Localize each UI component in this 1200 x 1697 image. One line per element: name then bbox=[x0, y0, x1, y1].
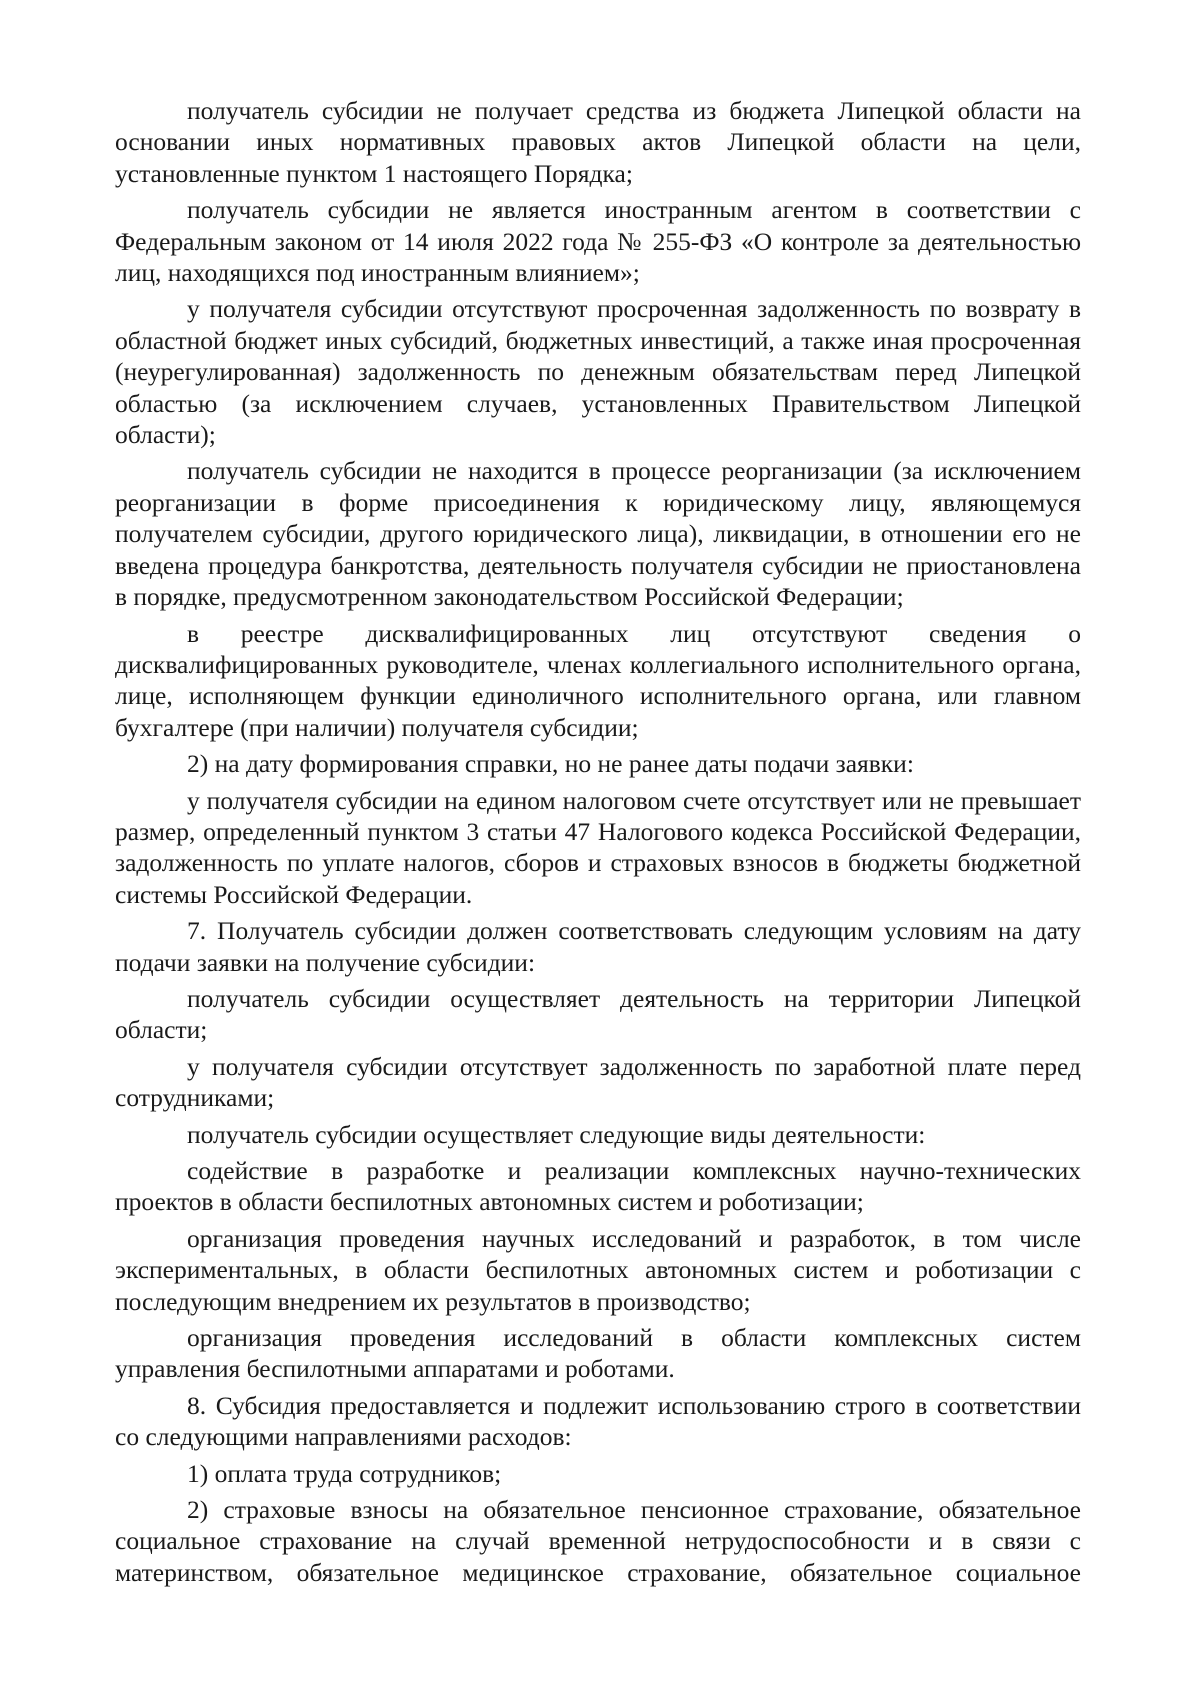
paragraph: получатель субсидии осуществляет следующие виды деятельности: bbox=[187, 1119, 926, 1149]
paragraph: 1) оплата труда сотрудников; bbox=[187, 1458, 502, 1488]
paragraph: у получателя субсидии отсутствуют просроченная задолженность по возврату в областной бюджет иных субсидий, бюджетных инвестиций, а также иная просроченная (неурегулированная) задолженность по денежным обязательствам перед Липецкой областью (за исключением случаев, установленных Правительством Липецкой области); bbox=[115, 294, 1081, 450]
paragraph: получатель субсидии не получает средства из бюджета Липецкой области на основании иных нормативных правовых актов Липецкой области на цели, установленные пунктом 1 настоящего Порядка; bbox=[115, 96, 1081, 188]
paragraph: у получателя субсидии на едином налоговом счете отсутствует или не превышает размер, определенный пунктом 3 статьи 47 Налогового кодекса Российской Федерации, задолженность по уплате налогов, сборов и страховых взносов в бюджеты бюджетной системы Российской Федерации. bbox=[115, 785, 1081, 909]
paragraph: у получателя субсидии отсутствует задолженность по заработной плате перед сотрудниками; bbox=[115, 1051, 1081, 1113]
paragraph: 8. Субсидия предоставляется и подлежит использованию строго в соответствии со следующими направлениями расходов: bbox=[115, 1390, 1081, 1452]
document-page bbox=[115, 95, 1081, 1593]
paragraph: содействие в разработке и реализации комплексных научно-технических проектов в области беспилотных автономных систем и роботизации; bbox=[115, 1156, 1081, 1217]
paragraph: получатель субсидии не является иностранным агентом в соответствии с Федеральным законом от 14 июля 2022 года № 255-ФЗ «О контроле за деятельностью лиц, находящихся под иностранным влиянием»; bbox=[115, 195, 1081, 288]
paragraph: 2) на дату формирования справки, но не ранее даты подачи заявки: bbox=[187, 749, 914, 779]
paragraph: 7. Получатель субсидии должен соответствовать следующим условиям на дату подачи заявки на получение субсидии: bbox=[115, 916, 1081, 977]
paragraph: получатель субсидии не находится в процессе реорганизации (за исключением реорганизации в форме присоединения к юридическому лицу, являющемуся получателем субсидии, другого юридического лица), ликвидации, в отношении его не введена процедура банкротства, деятельность получателя субсидии не приостановлена в порядке, предусмотренном законодательством Российской Федерации; bbox=[115, 456, 1081, 612]
paragraph: в реестре дисквалифицированных лиц отсутствуют сведения о дисквалифицированных руководителе, членах коллегиального исполнительного органа, лице, исполняющем функции единоличного исполнительного органа, или главном бухгалтере (при наличии) получателя субсидии; bbox=[115, 618, 1081, 742]
paragraph: организация проведения научных исследований и разработок, в том числе экспериментальных, в области беспилотных автономных систем и роботизации с последующим внедрением их результатов в производство; bbox=[115, 1223, 1081, 1316]
paragraph: получатель субсидии осуществляет деятельность на территории Липецкой области; bbox=[115, 983, 1081, 1045]
paragraph: организация проведения исследований в области комплексных систем управления беспилотными аппаратами и роботами. bbox=[115, 1323, 1081, 1384]
paragraph: 2) страховые взносы на обязательное пенсионное страхование, обязательное социальное страхование на случай временной нетрудоспособности и в связи с материнством, обязательное медицинское страхование, обязательное социальное bbox=[115, 1495, 1081, 1587]
